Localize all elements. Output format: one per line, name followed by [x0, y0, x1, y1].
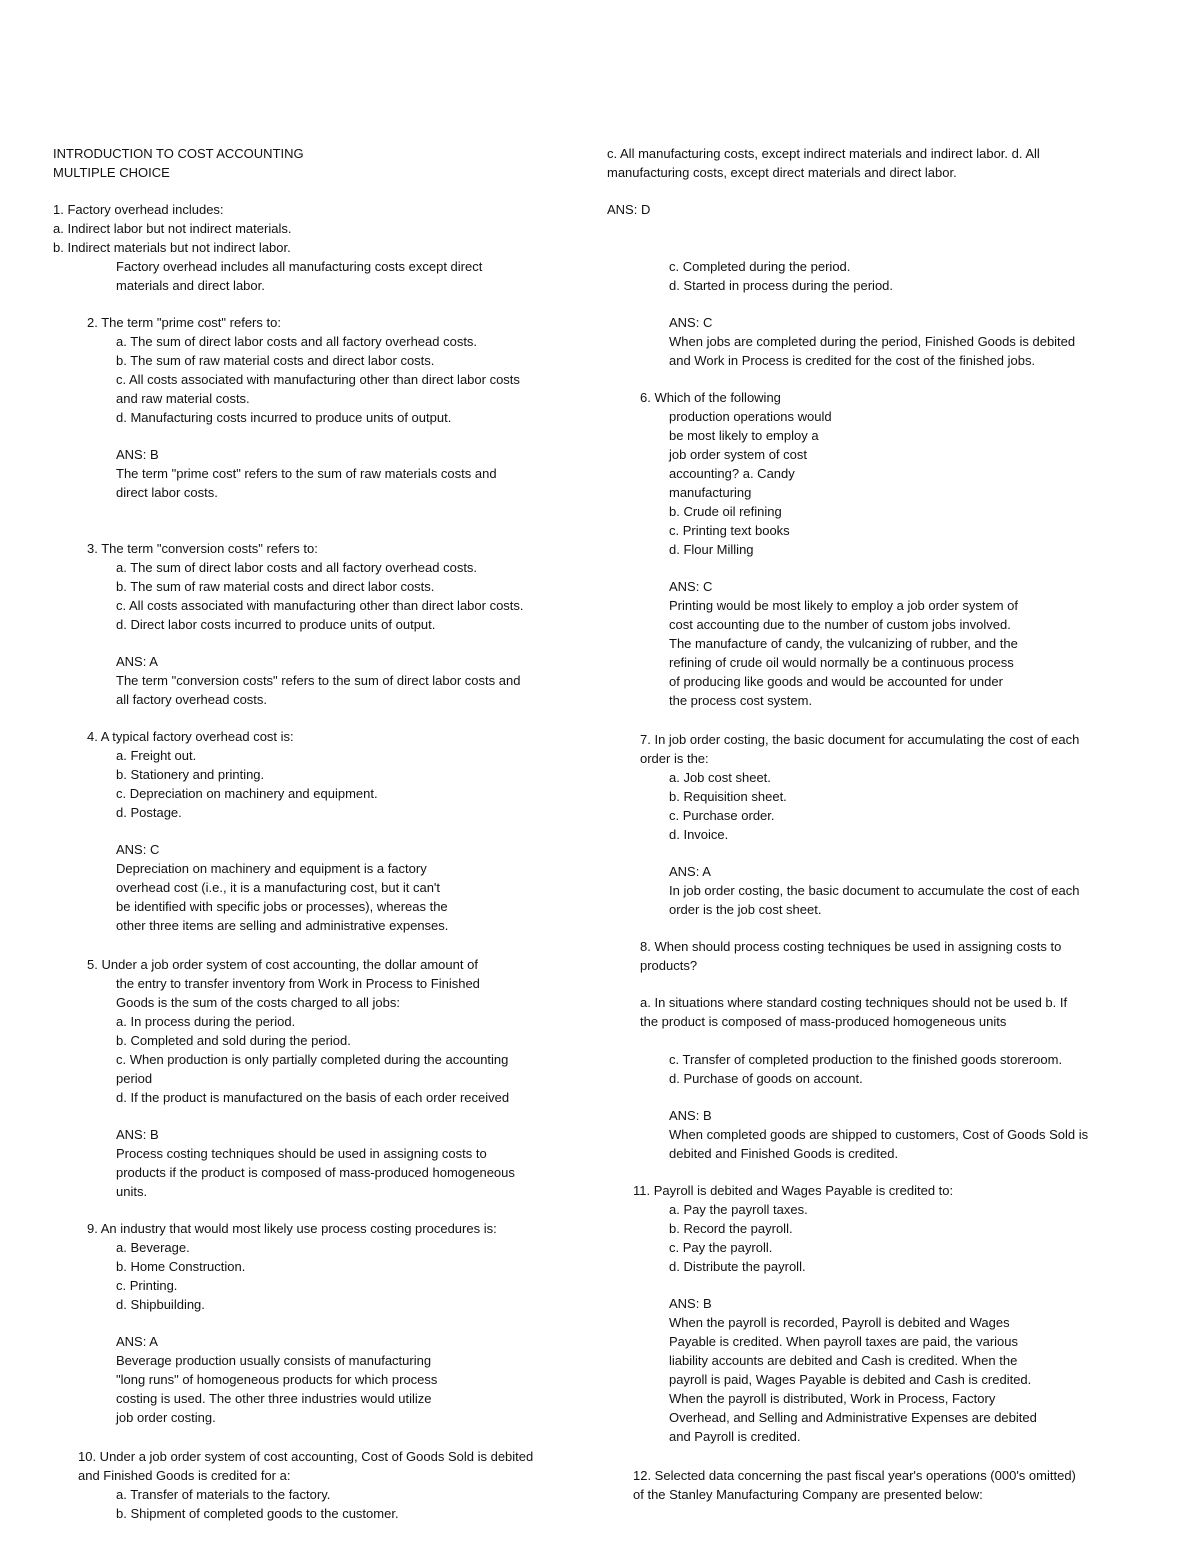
- text-line-q6-exp-2: cost accounting due to the number of custom jobs involved.: [669, 617, 1011, 632]
- text-line-q3-exp-1: The term "conversion costs" refers to the sum of direct labor costs and: [116, 673, 521, 688]
- text-line-q11-exp-1: When the payroll is recorded, Payroll is debited and Wages: [669, 1315, 1010, 1330]
- text-line-q10-exp-1: When completed goods are shipped to customers, Cost of Goods Sold is: [669, 1127, 1089, 1142]
- text-line-q4-d: d. Postage.: [116, 805, 182, 820]
- text-line-q5-3: Goods is the sum of the costs charged to all jobs:: [116, 995, 400, 1010]
- text-line-q10: 10. Under a job order system of cost accounting, Cost of Goods Sold is debited: [78, 1449, 534, 1464]
- text-line-q7: 7. In job order costing, the basic document for accumulating the cost of each: [640, 732, 1080, 747]
- text-line-q5-c1: c. When production is only partially completed during the accounting: [116, 1052, 509, 1067]
- text-line-q6-4: job order system of cost: [669, 447, 807, 462]
- text-line-q7-exp-1: In job order costing, the basic document to accumulate the cost of each: [669, 883, 1080, 898]
- text-line-q4-b: b. Stationery and printing.: [116, 767, 265, 782]
- text-line-q9-exp-1: Beverage production usually consists of manufacturing: [116, 1353, 432, 1368]
- text-line-q5-a: a. In process during the period.: [116, 1014, 296, 1029]
- text-line-q2: 2. The term "prime cost" refers to:: [87, 315, 281, 330]
- text-line-q11-ans: ANS: B: [669, 1296, 712, 1311]
- text-line-q2-d: d. Manufacturing costs incurred to produce units of output.: [116, 410, 452, 425]
- text-line-q5-b: b. Completed and sold during the period.: [116, 1033, 351, 1048]
- text-line-q7-b: b. Requisition sheet.: [669, 789, 787, 804]
- text-line-q4-c: c. Depreciation on machinery and equipment.: [116, 786, 378, 801]
- text-line-q7-ans: ANS: A: [669, 864, 711, 879]
- text-line-q11-c: c. Pay the payroll.: [669, 1240, 773, 1255]
- text-line-q8-a2: the product is composed of mass-produced homogeneous units: [640, 1014, 1007, 1029]
- text-line-q2-exp-1: The term "prime cost" refers to the sum of raw materials costs and: [116, 466, 497, 481]
- text-line-q6-exp-1: Printing would be most likely to employ a job order system of: [669, 598, 1018, 613]
- text-line-q6-5: accounting? a. Candy: [669, 466, 795, 481]
- text-line-q7-d: d. Invoice.: [669, 827, 729, 842]
- text-line-q5-exp-1: Process costing techniques should be used in assigning costs to: [116, 1146, 487, 1161]
- text-line-q5-exp-3: units.: [116, 1184, 148, 1199]
- text-line-q9-exp-4: job order costing.: [116, 1410, 216, 1425]
- text-line-q9-exp-2: "long runs" of homogeneous products for which process: [116, 1372, 438, 1387]
- text-line-q10-b: b. Shipment of completed goods to the customer.: [116, 1506, 399, 1521]
- text-line-q9-ans: ANS: A: [116, 1334, 158, 1349]
- text-line-q6-2: production operations would: [669, 409, 832, 424]
- text-line-q4-exp-2: overhead cost (i.e., it is a manufacturing cost, but it can't: [116, 880, 441, 895]
- text-line-q6-exp-5: of producing like goods and would be accounted for under: [669, 674, 1003, 689]
- text-line-q6-6: manufacturing: [669, 485, 752, 500]
- text-line-q6-exp-3: The manufacture of candy, the vulcanizing of rubber, and the: [669, 636, 1018, 651]
- text-line-q6-ans: ANS: C: [669, 579, 713, 594]
- text-line-q5-cont-exp-1: When jobs are completed during the period, Finished Goods is debited: [669, 334, 1076, 349]
- text-line-q3-c: c. All costs associated with manufacturing other than direct labor costs.: [116, 598, 524, 613]
- text-line-q9-b: b. Home Construction.: [116, 1259, 246, 1274]
- text-line-q4-exp-3: be identified with specific jobs or processes), whereas the: [116, 899, 448, 914]
- text-line-q6-3: be most likely to employ a: [669, 428, 819, 443]
- text-line-q4-ans: ANS: C: [116, 842, 160, 857]
- text-line-q11-exp-4: payroll is paid, Wages Payable is debited and Cash is credited.: [669, 1372, 1032, 1387]
- text-line-q11-exp-3: liability accounts are debited and Cash is credited. When the: [669, 1353, 1018, 1368]
- text-line-q3-exp-2: all factory overhead costs.: [116, 692, 268, 707]
- text-line-q1-cont-2: manufacturing costs, except direct materials and direct labor.: [607, 165, 957, 180]
- text-line-q12-2: of the Stanley Manufacturing Company are presented below:: [633, 1487, 983, 1502]
- text-line-q6-exp-4: refining of crude oil would normally be a continuous process: [669, 655, 1014, 670]
- text-line-q6-exp-6: the process cost system.: [669, 693, 813, 708]
- text-line-q3-ans: ANS: A: [116, 654, 158, 669]
- text-line-q6-d: d. Flour Milling: [669, 542, 754, 557]
- text-line-q1-cont-1: c. All manufacturing costs, except indirect materials and indirect labor. d. All: [607, 146, 1040, 161]
- text-line-q2-ans: ANS: B: [116, 447, 159, 462]
- text-line-q4: 4. A typical factory overhead cost is:: [87, 729, 294, 744]
- text-line-q12: 12. Selected data concerning the past fiscal year's operations (000's omitted): [633, 1468, 1076, 1483]
- text-line-q10-a: a. Transfer of materials to the factory.: [116, 1487, 331, 1502]
- text-line-q7-2: order is the:: [640, 751, 709, 766]
- text-line-q11-exp-7: and Payroll is credited.: [669, 1429, 801, 1444]
- text-line-q1-exp-2: materials and direct labor.: [116, 278, 265, 293]
- text-line-q3-a: a. The sum of direct labor costs and all factory overhead costs.: [116, 560, 478, 575]
- text-line-q2-c1: c. All costs associated with manufacturing other than direct labor costs: [116, 372, 520, 387]
- text-line-q7-c: c. Purchase order.: [669, 808, 775, 823]
- text-line-q5-cont-d: d. Started in process during the period.: [669, 278, 894, 293]
- text-line-q7-a: a. Job cost sheet.: [669, 770, 771, 785]
- text-line-q2-a: a. The sum of direct labor costs and all factory overhead costs.: [116, 334, 478, 349]
- text-line-q11-exp-5: When the payroll is distributed, Work in Process, Factory: [669, 1391, 996, 1406]
- text-line-q5-cont-exp-2: and Work in Process is credited for the cost of the finished jobs.: [669, 353, 1036, 368]
- text-line-q5-2: the entry to transfer inventory from Work in Process to Finished: [116, 976, 480, 991]
- text-line-q6-c: c. Printing text books: [669, 523, 790, 538]
- text-line-q10-cont-d: d. Purchase of goods on account.: [669, 1071, 863, 1086]
- text-line-q8-a1: a. In situations where standard costing techniques should not be used b. If: [640, 995, 1068, 1010]
- text-line-q2-exp-2: direct labor costs.: [116, 485, 218, 500]
- text-line-q5-cont-ans: ANS: C: [669, 315, 713, 330]
- text-line-q1-exp-1: Factory overhead includes all manufacturing costs except direct: [116, 259, 483, 274]
- text-line-q5-cont-c: c. Completed during the period.: [669, 259, 851, 274]
- text-line-q11-exp-6: Overhead, and Selling and Administrative Expenses are debited: [669, 1410, 1037, 1425]
- text-line-q10-ans: ANS: B: [669, 1108, 712, 1123]
- text-line-q6-b: b. Crude oil refining: [669, 504, 782, 519]
- text-line-q5: 5. Under a job order system of cost accounting, the dollar amount of: [87, 957, 478, 972]
- text-line-q4-a: a. Freight out.: [116, 748, 197, 763]
- text-line-subtitle: MULTIPLE CHOICE: [53, 165, 170, 180]
- text-line-q7-exp-2: order is the job cost sheet.: [669, 902, 822, 917]
- text-line-q3-d: d. Direct labor costs incurred to produce units of output.: [116, 617, 436, 632]
- text-line-q8: 8. When should process costing techniques be used in assigning costs to: [640, 939, 1062, 954]
- text-line-q2-c2: and raw material costs.: [116, 391, 250, 406]
- text-line-q4-exp-4: other three items are selling and administrative expenses.: [116, 918, 449, 933]
- text-line-q4-exp-1: Depreciation on machinery and equipment is a factory: [116, 861, 427, 876]
- text-line-q9-a: a. Beverage.: [116, 1240, 190, 1255]
- text-line-q5-d: d. If the product is manufactured on the basis of each order received: [116, 1090, 510, 1105]
- text-line-q1: 1. Factory overhead includes:: [53, 202, 224, 217]
- text-line-q11-exp-2: Payable is credited. When payroll taxes are paid, the various: [669, 1334, 1019, 1349]
- text-line-q8-2: products?: [640, 958, 698, 973]
- text-line-q11-d: d. Distribute the payroll.: [669, 1259, 806, 1274]
- text-line-q11-b: b. Record the payroll.: [669, 1221, 793, 1236]
- text-line-q11: 11. Payroll is debited and Wages Payable is credited to:: [633, 1183, 954, 1198]
- text-line-q3: 3. The term "conversion costs" refers to:: [87, 541, 318, 556]
- text-line-q10-2: and Finished Goods is credited for a:: [78, 1468, 291, 1483]
- text-line-q10-exp-2: debited and Finished Goods is credited.: [669, 1146, 899, 1161]
- text-line-q9-d: d. Shipbuilding.: [116, 1297, 205, 1312]
- text-line-q5-ans: ANS: B: [116, 1127, 159, 1142]
- text-line-q5-exp-2: products if the product is composed of mass-produced homogeneous: [116, 1165, 515, 1180]
- text-line-q5-c2: period: [116, 1071, 153, 1086]
- text-line-q10-cont-c: c. Transfer of completed production to the finished goods storeroom.: [669, 1052, 1063, 1067]
- text-line-q1-b: b. Indirect materials but not indirect labor.: [53, 240, 291, 255]
- text-line-q2-b: b. The sum of raw material costs and direct labor costs.: [116, 353, 435, 368]
- text-line-q1-ans: ANS: D: [607, 202, 651, 217]
- text-line-q6: 6. Which of the following: [640, 390, 781, 405]
- text-line-q9: 9. An industry that would most likely use process costing procedures is:: [87, 1221, 497, 1236]
- text-line-q3-b: b. The sum of raw material costs and direct labor costs.: [116, 579, 435, 594]
- text-line-q1-a: a. Indirect labor but not indirect materials.: [53, 221, 292, 236]
- text-line-q9-c: c. Printing.: [116, 1278, 178, 1293]
- text-line-q11-a: a. Pay the payroll taxes.: [669, 1202, 808, 1217]
- text-line-q9-exp-3: costing is used. The other three industries would utilize: [116, 1391, 432, 1406]
- text-line-title: INTRODUCTION TO COST ACCOUNTING: [53, 146, 304, 161]
